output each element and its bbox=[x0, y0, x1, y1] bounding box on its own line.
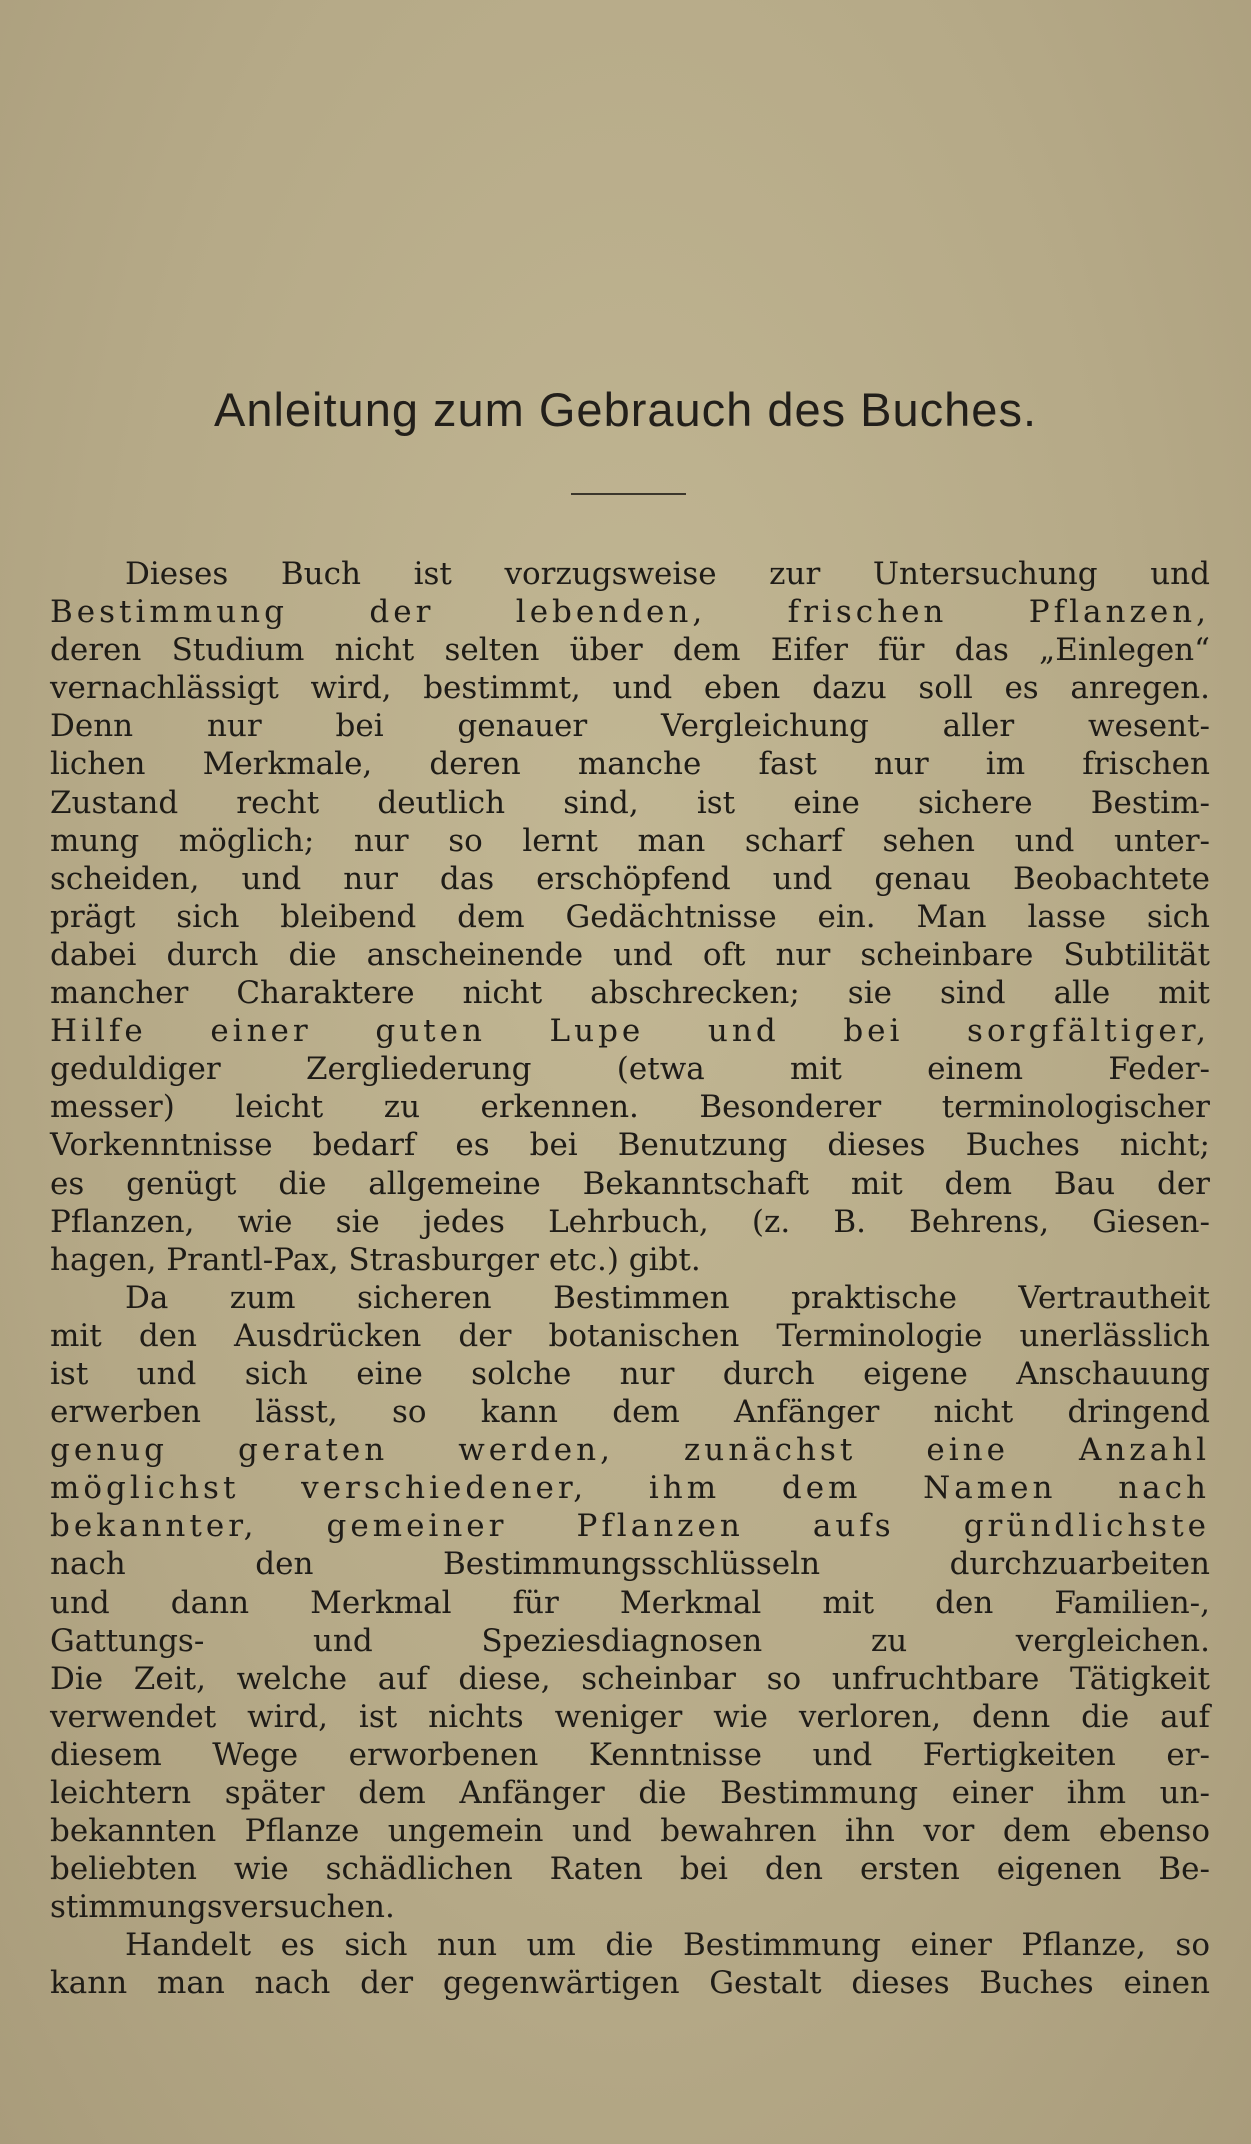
text-line: vernachlässigt wird, bestimmt, und eben dazu soll es anregen. bbox=[50, 670, 1210, 707]
text-line: Pflanzen, wie sie jedes Lehrbuch, (z. B. Behrens, Giesen- bbox=[50, 1203, 1210, 1240]
text-line: mancher Charaktere nicht abschrecken; sie sind alle mit bbox=[50, 975, 1210, 1012]
text-line: erwerben lässt, so kann dem Anfänger nicht dringend bbox=[50, 1394, 1210, 1431]
text-line: es genügt die allgemeine Bekanntschaft mit dem Bau der bbox=[50, 1165, 1210, 1202]
text-line: kann man nach der gegenwärtigen Gestalt dieses Buches einen bbox=[50, 1965, 1210, 2002]
text-line: deren Studium nicht selten über dem Eifer für das „Einlegen“ bbox=[50, 632, 1210, 669]
text-line: Die Zeit, welche auf diese, scheinbar so unfruchtbare Tätigkeit bbox=[50, 1660, 1210, 1697]
body-text bbox=[50, 555, 1210, 2003]
text-line: ist und sich eine solche nur durch eigene Anschauung bbox=[50, 1355, 1210, 1392]
text-line: nach den Bestimmungsschlüsseln durchzuarbeiten bbox=[50, 1546, 1210, 1583]
text-line: verwendet wird, ist nichts weniger wie verloren, denn die auf bbox=[50, 1698, 1210, 1735]
text-line: dabei durch die anscheinende und oft nur scheinbare Subtilität bbox=[50, 936, 1210, 973]
text-line: Vorkenntnisse bedarf es bei Benutzung dieses Buches nicht; bbox=[50, 1127, 1210, 1164]
text-line: Bestimmung der lebenden, frischen Pflanzen, bbox=[50, 594, 1210, 631]
text-line: Hilfe einer guten Lupe und bei sorgfältiger, bbox=[50, 1013, 1210, 1050]
text-line: Denn nur bei genauer Vergleichung aller wesent- bbox=[50, 708, 1210, 745]
text-line: stimmungsversuchen. bbox=[50, 1889, 395, 1926]
text-line: prägt sich bleibend dem Gedächtnisse ein. Man lasse sich bbox=[50, 898, 1210, 935]
text-line: leichtern später dem Anfänger die Bestimmung einer ihm un- bbox=[50, 1775, 1210, 1811]
text-line: beliebten wie schädlichen Raten bei den ersten eigenen Be- bbox=[50, 1851, 1210, 1888]
text-line: scheiden, und nur das erschöpfend und genau Beobachtete bbox=[50, 860, 1210, 897]
text-line: geduldiger Zergliederung (etwa mit einem Feder- bbox=[50, 1051, 1210, 1088]
paragraph-3 bbox=[50, 1926, 1210, 2002]
paragraph-1 bbox=[50, 555, 1210, 1279]
text-line: messer) leicht zu erkennen. Besonderer terminologischer bbox=[50, 1089, 1210, 1126]
text-line: diesem Wege erworbenen Kenntnisse und Fertigkeiten er- bbox=[50, 1736, 1210, 1773]
text-line: Dieses Buch ist vorzugsweise zur Untersuchung und bbox=[125, 556, 1210, 592]
text-line: genug geraten werden, zunächst eine Anzahl bbox=[50, 1432, 1210, 1469]
title-divider bbox=[571, 493, 686, 495]
text-line: bekannten Pflanze ungemein und bewahren ihn vor dem ebenso bbox=[50, 1813, 1210, 1850]
text-line: Zustand recht deutlich sind, ist eine sichere Bestim- bbox=[50, 784, 1210, 821]
text-line: möglichst verschiedener, ihm dem Namen nach bbox=[50, 1470, 1210, 1507]
text-line: mung möglich; nur so lernt man scharf sehen und unter- bbox=[50, 822, 1210, 859]
text-line: Handelt es sich nun um die Bestimmung einer Pflanze, so bbox=[125, 1927, 1210, 1964]
page-title: Anleitung zum Gebrauch des Buches. bbox=[213, 383, 1038, 436]
text-line: mit den Ausdrücken der botanischen Terminologie unerlässlich bbox=[50, 1317, 1210, 1354]
text-line: bekannter, gemeiner Pflanzen aufs gründlichste bbox=[50, 1508, 1210, 1545]
text-line: und dann Merkmal für Merkmal mit den Familien-, bbox=[50, 1584, 1210, 1621]
text-line: hagen, Prantl-Pax, Strasburger etc.) gibt. bbox=[50, 1241, 701, 1278]
text-line: Da zum sicheren Bestimmen praktische Vertrautheit bbox=[125, 1279, 1210, 1316]
text-line: Gattungs- und Speziesdiagnosen zu vergleichen. bbox=[50, 1622, 1210, 1659]
paragraph-2 bbox=[50, 1279, 1210, 1927]
text-line: lichen Merkmale, deren manche fast nur im frischen bbox=[50, 746, 1210, 783]
